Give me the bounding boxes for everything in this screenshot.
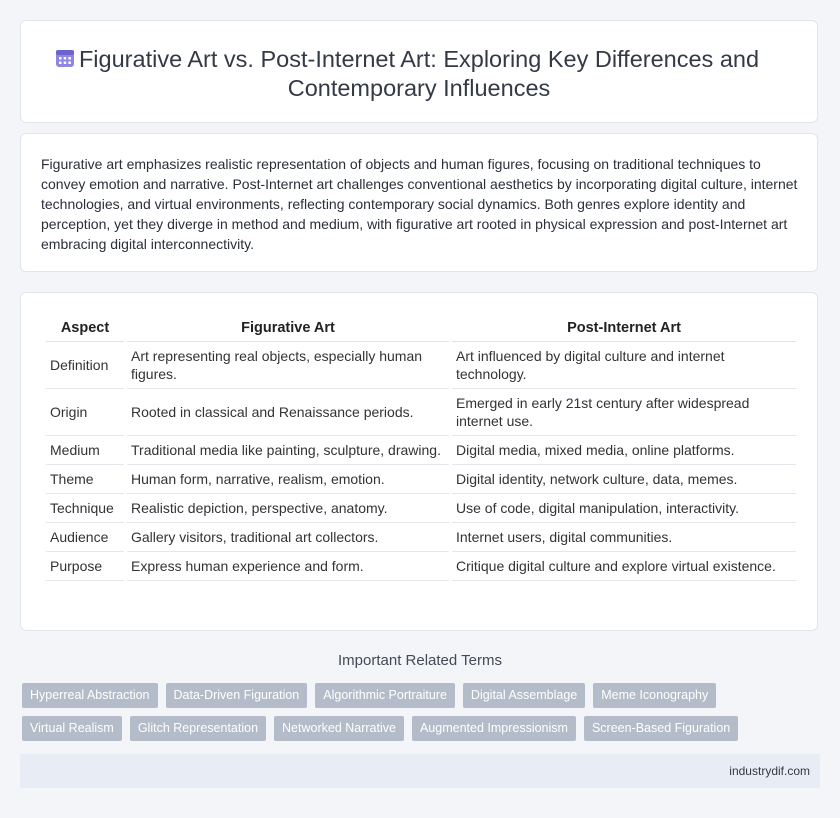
page-title: Figurative Art vs. Post-Internet Art: Exploring Key Differences and Contemporary Influences <box>78 46 760 101</box>
related-term-tag[interactable]: Glitch Representation <box>130 716 266 741</box>
table-row <box>46 342 796 389</box>
related-terms-list <box>22 683 812 741</box>
row-post-internet: Digital media, mixed media, online platforms. <box>452 436 796 465</box>
table-row <box>46 523 796 552</box>
row-post-internet: Emerged in early 21st century after widespread internet use. <box>452 389 796 436</box>
related-terms-title: Important Related Terms <box>338 652 502 669</box>
row-figurative: Human form, narrative, realism, emotion. <box>127 465 449 494</box>
row-post-internet: Digital identity, network culture, data, memes. <box>452 465 796 494</box>
row-post-internet: Use of code, digital manipulation, interactivity. <box>452 494 796 523</box>
table-row <box>46 465 796 494</box>
related-term-tag[interactable]: Digital Assemblage <box>463 683 585 708</box>
row-figurative: Art representing real objects, especially human figures. <box>127 342 449 389</box>
intro-paragraph: Figurative art emphasizes realistic representation of objects and human figures, focusing on traditional techniques to convey emotion and narrative. Post-Internet art challenges conventional aesthetics by incorporating digital culture, internet technologies, and virtual environments, reflecting contemporary social dynamics. Both genres explore identity and perception, yet they diverge in method and medium, with figurative art rooted in physical expression and post-Internet art embracing digital interconnectivity. <box>41 156 798 252</box>
table-row <box>46 552 796 581</box>
row-post-internet: Internet users, digital communities. <box>452 523 796 552</box>
footer-site-link[interactable]: industrydif.com <box>729 764 810 778</box>
row-figurative: Traditional media like painting, sculpture, drawing. <box>127 436 449 465</box>
related-term-tag[interactable]: Data-Driven Figuration <box>166 683 308 708</box>
header-figurative-art: Figurative Art <box>127 315 449 342</box>
row-aspect: Theme <box>46 465 124 494</box>
table-row <box>46 436 796 465</box>
comparison-table <box>43 315 799 581</box>
header-post-internet-art: Post-Internet Art <box>452 315 796 342</box>
row-post-internet: Art influenced by digital culture and internet technology. <box>452 342 796 389</box>
related-term-tag[interactable]: Virtual Realism <box>22 716 122 741</box>
related-term-tag[interactable]: Screen-Based Figuration <box>584 716 738 741</box>
row-aspect: Medium <box>46 436 124 465</box>
row-aspect: Origin <box>46 389 124 436</box>
row-aspect: Definition <box>46 342 124 389</box>
title-card <box>20 20 818 123</box>
table-row <box>46 494 796 523</box>
related-term-tag[interactable]: Networked Narrative <box>274 716 404 741</box>
related-term-tag[interactable]: Algorithmic Portraiture <box>315 683 455 708</box>
row-aspect: Purpose <box>46 552 124 581</box>
row-aspect: Audience <box>46 523 124 552</box>
intro-card <box>20 133 818 272</box>
row-aspect: Technique <box>46 494 124 523</box>
table-row <box>46 389 796 436</box>
row-figurative: Gallery visitors, traditional art collectors. <box>127 523 449 552</box>
comparison-card <box>20 292 818 631</box>
related-term-tag[interactable]: Augmented Impressionism <box>412 716 576 741</box>
table-header-row <box>46 315 796 342</box>
header-aspect: Aspect <box>46 315 124 342</box>
row-figurative: Express human experience and form. <box>127 552 449 581</box>
row-figurative: Rooted in classical and Renaissance periods. <box>127 389 449 436</box>
footer-bar <box>20 754 820 788</box>
related-term-tag[interactable]: Hyperreal Abstraction <box>22 683 158 708</box>
related-term-tag[interactable]: Meme Iconography <box>593 683 716 708</box>
row-figurative: Realistic depiction, perspective, anatomy. <box>127 494 449 523</box>
row-post-internet: Critique digital culture and explore virtual existence. <box>452 552 796 581</box>
